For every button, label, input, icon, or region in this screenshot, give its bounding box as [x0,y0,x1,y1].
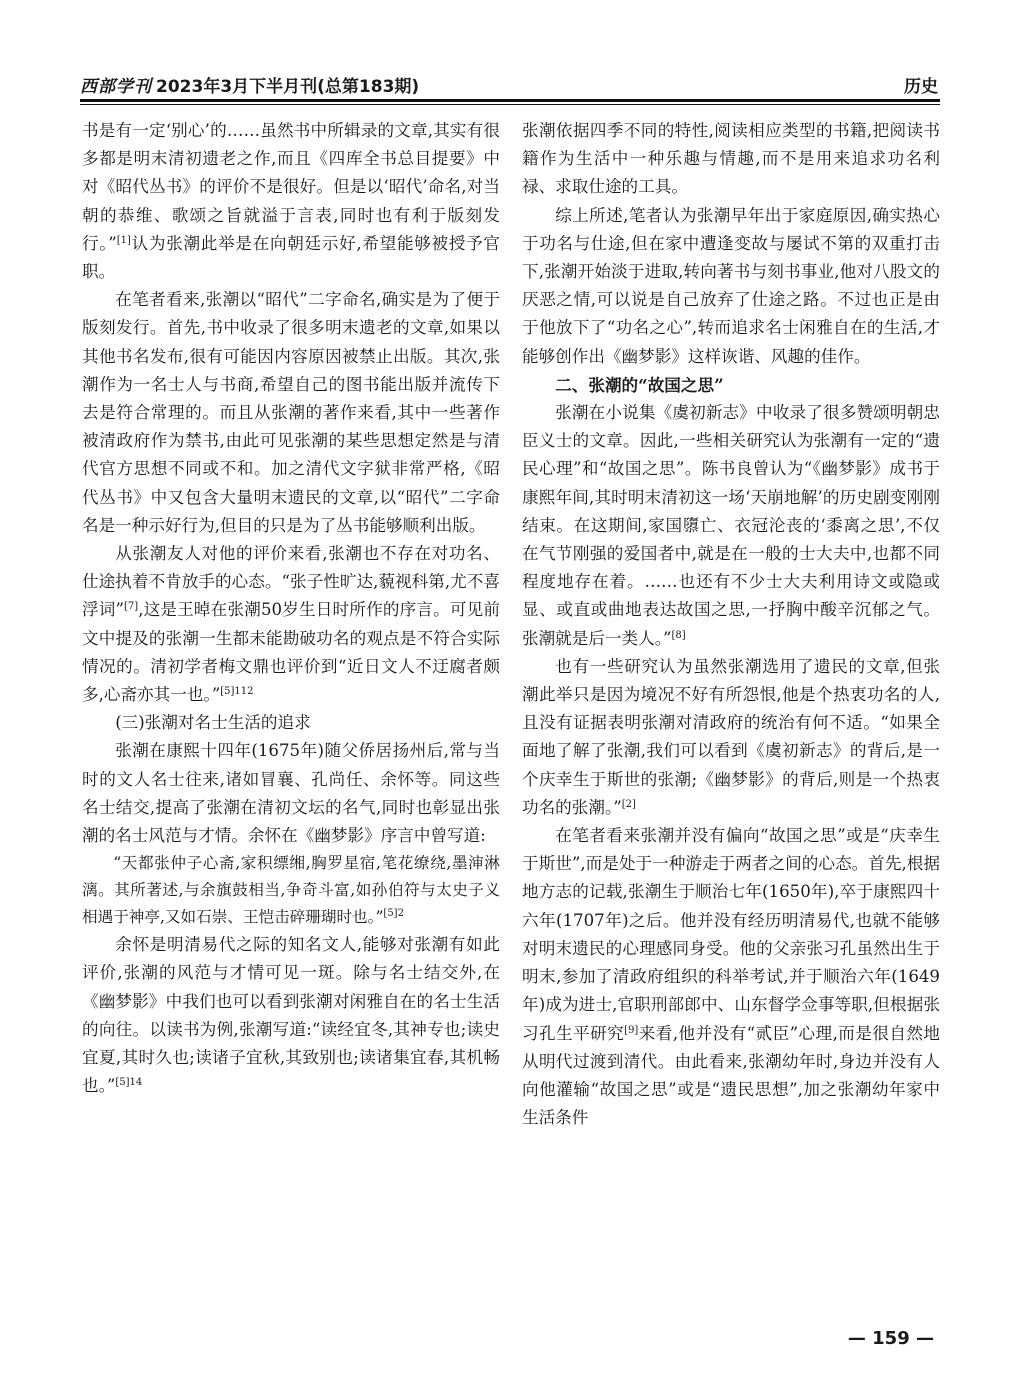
block-quote: “天都张仲子心斋,家积缥缃,胸罗星宿,笔花缭绕,墨渖淋漓。其所著述,与余旗鼓相当,争奇斗富,如孙伯符与太史子义相遇于神亭,又如石崇、王恺击碎珊瑚时也。”$^{[5]2}$ [82,854,500,927]
journal-logo: 西部学刊 [80,77,152,97]
citation: [7] [124,601,139,613]
issue-label: 2023年3月下半月刊(总第183期) [156,77,420,97]
citation: [8] [671,629,686,641]
subsection-heading: (三)张潮对名士生活的追求 [115,713,311,733]
paragraph: 也有一些研究认为虽然张潮选用了遗民的文章,但张潮此举只是因为境况不好有所怨恨,他是个热衷功名的人,且没有证据表明张潮对清政府的统治有何不适。“如果全面地了解了张潮,我们可以看到《虞初新志》的背后,是一个庆幸生于斯世的张潮;《幽梦影》的背后,则是一个热衷功名的张潮。”[2] [522,656,940,817]
right-column [522,117,940,1132]
section-heading: 二、张潮的“故国之思” [555,374,724,395]
paragraph: 综上所述,笔者认为张潮早年出于家庭原因,确实热心于功名与仕途,但在家中遭逢变故与屡试不第的双重打击下,张潮开始淡于进取,转向著书与刻书事业,他对八股文的厌恶之情,可以说是自己放弃了仕途之路。不过也正是由于他放下了“功名之心”,转而追求名士闲雅自在的生活,才能够创作出《幽梦影》这样诙谐、风趣的佳作。 [522,205,940,366]
paragraph: 张潮在小说集《虞初新志》中收录了很多赞颂明朝忠臣义士的文章。因此,一些相关研究认为张潮有一定的“遗民心理”和“故国之思”。陈书良曾认为“《幽梦影》成书于康熙年间,其时明末清初这一场‘天崩地解’的历史剧变刚刚结束。在这期间,家国隳亡、衣冠沦丧的‘黍离之思’,不仅在气节刚强的爱国者中,就是在一般的士大夫中,也都不同程度地存在着。……也还有不少士大夫利用诗文或隐或显、或直或曲地表达故国之思,一抒胸中酸辛沉郁之气。张潮就是后一类人。”[8] [522,403,940,648]
citation: [5]112 [220,686,254,698]
citation: [2] [621,798,636,810]
citation: [9] [624,1024,639,1036]
left-column [82,117,500,1101]
section-label: 历史 [904,77,938,97]
paragraph: 在笔者看来张潮并没有偏向“故国之思”或是“庆幸生于斯世”,而是处于一种游走于两者之间的心态。首先,根据地方志的记载,张潮生于顺治七年(1650年),卒于康熙四十六年(1707年)之后。他并没有经历明清易代,也就不能够对明末遗民的心理感同身受。他的父亲张习孔虽然出生于明末,参加了清政府组织的科举考试,并于顺治六年(1649年)成为进士,官职刑部郎中、山东督学佥事等职,但根据张习孔生平研究[9]来看,他并没有“贰臣”心理,而是很自然地从明代过渡到清代。由此看来,张潮幼年时,身边并没有人向他灌输“故国之思”或是“遗民思想”,加之张潮幼年家中生活条件 [522,826,941,1128]
header-rule-thick [80,99,940,102]
running-header [80,70,940,98]
paragraph: 张潮依据四季不同的特性,阅读相应类型的书籍,把阅读书籍作为生活中一种乐趣与情趣,而不是用来追求功名利禄、求取仕途的工具。 [522,121,940,197]
paragraph: 张潮在康熙十四年(1675年)随父侨居扬州后,常与当时的文人名士往来,诸如冒襄、孔尚任、余怀等。同这些名士结交,提高了张潮在清初文坛的名气,同时也彰显出张潮的名士风范与才情。余怀在《幽梦影》序言中曾写道: [82,741,500,846]
citation: [1] [116,234,131,246]
paragraph: 在笔者看来,张潮以“昭代”二字命名,确实是为了便于版刻发行。首先,书中收录了很多明末遗老的文章,如果以其他书名发布,很有可能因内容原因被禁止出版。其次,张潮作为一名士人与书商,希望自己的图书能出版并流传下去是符合常理的。而且从张潮的著作来看,其中一些著作被清政府作为禁书,由此可见张潮的某些思想定然是与清代官方思想不同或不和。加之清代文字狱非常严格,《昭代丛书》中又包含大量明末遗民的文章,以“昭代”二字命名是一种示好行为,但目的只是为了丛书能够顺利出版。 [82,290,500,535]
citation: [5]2 [383,908,404,920]
citation: [5]14 [115,1077,143,1089]
page-number: — 159 — [847,1328,934,1349]
paragraph: 书是有一定‘别心’的……虽然书中所辑录的文章,其实有很多都是明末清初遗老之作,而且《四库全书总目提要》中对《昭代丛书》的评价不是很好。但是以‘昭代’命名,对当朝的恭维、歌颂之旨就溢于言表,同时也有利于版刻发行。”[1]认为张潮此举是在向朝廷示好,希望能够被授予官职。 [82,121,500,282]
paragraph: 余怀是明清易代之际的知名文人,能够对张潮有如此评价,张潮的风范与才情可见一斑。除与名士结交外,在《幽梦影》中我们也可以看到张潮对闲雅自在的名士生活的向往。以读书为例,张潮写道:“读经宜冬,其神专也;读史宜夏,其时久也;读诸子宜秋,其致别也;读诸集宜春,其机畅也。”$^{[5]14}$ [82,935,500,1096]
paragraph: 从张潮友人对他的评价来看,张潮也不存在对功名、仕途执着不肯放手的心态。“张子性旷达,藐视科第,尤不喜浮词”[7],这是王晫在张潮50岁生日时所作的序言。可见前文中提及的张潮一生都未能勘破功名的观点是不符合实际情况的。清初学者梅文鼎也评价到“近日文人不迂腐者颇多,心斋亦其一也。”$^{[5]112}$ [82,544,501,705]
journal-issue [80,72,419,97]
header-rule-thin [80,104,940,105]
